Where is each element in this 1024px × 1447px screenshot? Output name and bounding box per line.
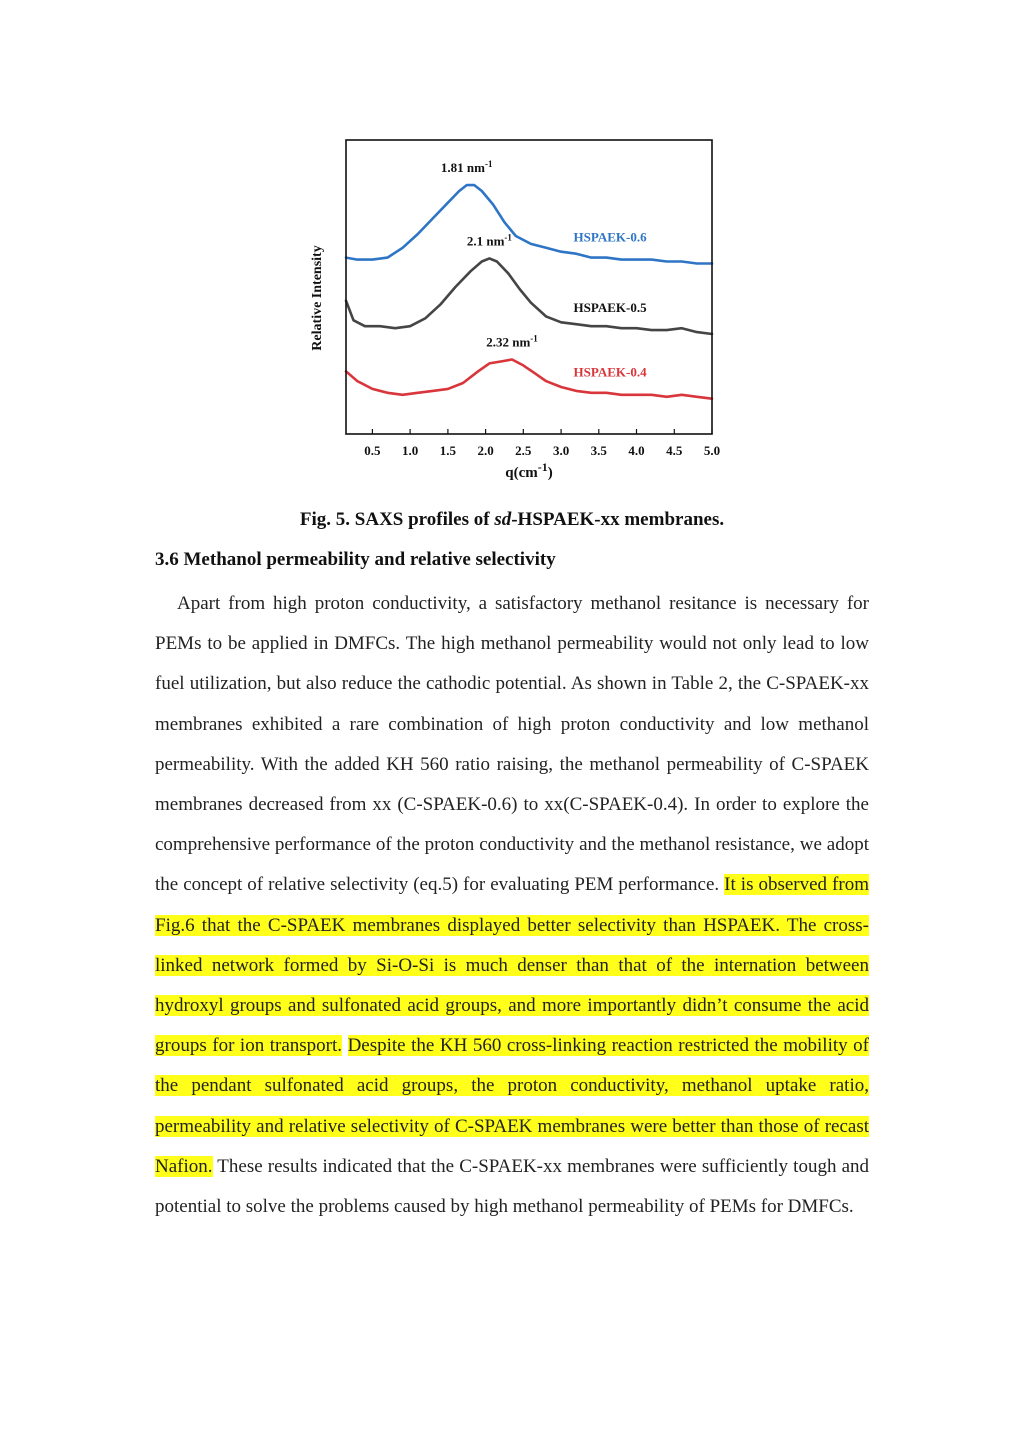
body-paragraph bbox=[155, 584, 869, 1227]
saxs-chart bbox=[290, 120, 740, 490]
series-label: HSPAEK-0.6 bbox=[573, 229, 647, 245]
series-line-hspaek-0.5 bbox=[346, 258, 712, 334]
paragraph-text-plain: These results indicated that the C-SPAEK-xx membranes were sufficiently tough and potential to solve the problems caused by high methanol permeability of PEMs for DMFCs. bbox=[155, 1155, 869, 1218]
x-tick-label: 4.0 bbox=[628, 443, 645, 458]
highlighted-text: Despite the KH 560 cross-linking reaction restricted the mobility of the pendant sulfonated acid groups, the proton conductivity, methanol uptake ratio, permeability and relative selectivity of C-SPAEK membranes were better than those of recast Nafion. bbox=[155, 1035, 869, 1177]
x-tick-label: 2.0 bbox=[477, 443, 494, 458]
highlighted-text: It is observed from Fig.6 that the C-SPAEK membranes displayed better selectivity than HSPAEK. The cross-linked network formed by Si-O-Si is much denser than that of the internation between hydroxyl groups and sulfonated acid groups, and more importantly didn’t consume the acid groups for ion transport. bbox=[155, 874, 869, 1057]
series-label: HSPAEK-0.4 bbox=[573, 364, 647, 380]
section-heading: 3.6 Methanol permeability and relative selectivity bbox=[155, 549, 556, 570]
x-tick-label: 1.0 bbox=[401, 443, 419, 458]
x-tick-label: 3.5 bbox=[590, 443, 607, 458]
peak-label: 2.32 $nm^{-1}$ bbox=[486, 333, 538, 350]
caption-suffix: -HSPAEK-xx membranes. bbox=[511, 509, 725, 530]
series-labels bbox=[574, 230, 648, 380]
x-tick-label: 2.5 bbox=[515, 443, 532, 458]
x-tick-label: 1.5 bbox=[439, 443, 457, 458]
series-label: HSPAEK-0.5 bbox=[573, 300, 647, 315]
caption-italic: sd bbox=[494, 509, 512, 530]
x-tick-label: 3.0 bbox=[552, 443, 570, 458]
paragraph-gap bbox=[342, 1035, 348, 1056]
peak-labels bbox=[441, 159, 538, 349]
peak-label: 2.1 $nm^{-1}$ bbox=[466, 232, 512, 249]
plot-lines bbox=[346, 185, 712, 399]
x-tick-label: 0.5 bbox=[364, 443, 381, 458]
plot-frame bbox=[346, 140, 712, 434]
series-line-hspaek-0.4 bbox=[346, 360, 712, 399]
y-axis-label: Relative Intensity bbox=[310, 245, 325, 351]
x-tick-label: 5.0 bbox=[703, 443, 721, 458]
paragraph-text-plain: Apart from high proton conductivity, a satisfactory methanol resitance is necessary for PEMs to be applied in DMFCs. The high methanol permeability would not only lead to low fuel utilization, but also reduce the cathodic potential. As shown in Table 2, the C-SPAEK-xx membranes exhibited a rare combination of high proton conductivity and low methanol permeability. With the added KH 560 ratio raising, the methanol permeability of C-SPAEK membranes decreased from xx (C-SPAEK-0.6) to xx(C-SPAEK-0.4). In order to explore the comprehensive performance of the proton conductivity and the methanol resistance, we adopt the concept of relative selectivity (eq.5) for evaluating PEM performance. bbox=[155, 593, 869, 896]
figure-caption bbox=[0, 509, 1024, 531]
peak-label: 1.81 $nm^{-1}$ bbox=[440, 159, 493, 176]
x-axis-label: $q(cm^{-1})$ bbox=[505, 460, 553, 481]
series-line-hspaek-0.6 bbox=[346, 185, 712, 263]
x-tick-label: 4.5 bbox=[666, 443, 683, 458]
caption-prefix: Fig. 5. SAXS profiles of bbox=[299, 509, 495, 530]
